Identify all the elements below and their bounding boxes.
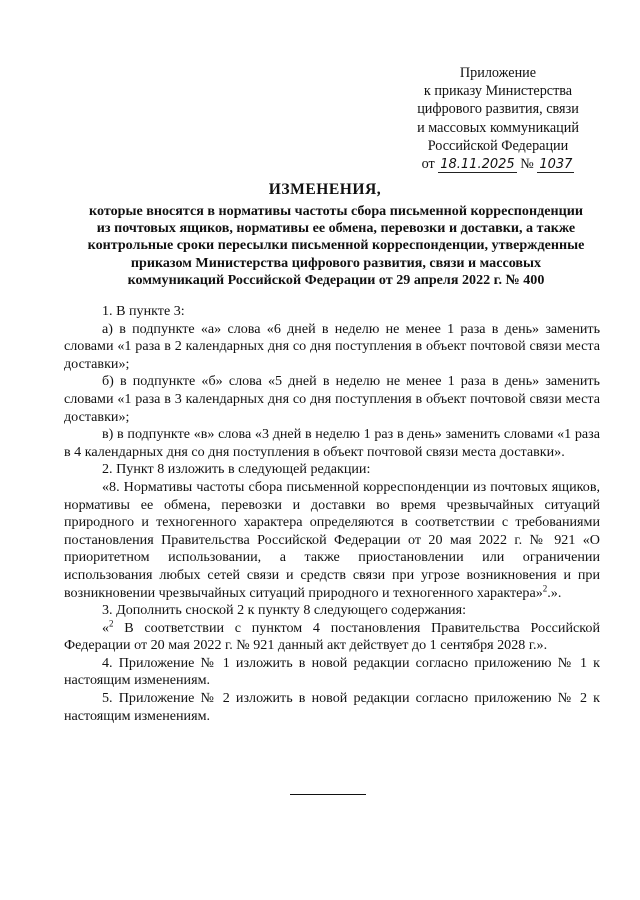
document-subtitle	[66, 203, 606, 289]
closing-rule	[290, 794, 366, 795]
appendix-line: Российской Федерации	[427, 137, 569, 154]
paragraph-3: 3. Дополнить сноской 2 к пункту 8 следующего содержания:	[102, 602, 466, 619]
paragraph-3-quote-text: В соответствии с пунктом 4 постановления Правительства Российской Федерации от 20 мая 2022 г. № 921 данный акт действует до 1 сентября 2028 г.».	[64, 619, 600, 654]
appendix-line: Приложение	[459, 65, 537, 81]
appendix-line: к приказу Министерства	[423, 83, 573, 100]
subtitle-line: из почтовых ящиков, нормативы ее обмена, перевозки и доставки, а также	[96, 220, 576, 237]
paragraph-2-quote-text: «8. Нормативы частоты сбора письменной корреспонденции из почтовых ящиков, нормативы ее обмена, перевозки и доставки во время чрезвычайных ситуаций природного и техногенного характера определяются в соответствии с требованиями постановления Правительства Российской Федерации от 20 мая 2022 г. № 921 «О приоритетном использовании, а также приостановлении или ограничении использования любых сетей связи и средств связи при угрозе возникновения и при возникновении чрезвычайных ситуаций природного и техногенного характера»	[64, 478, 600, 601]
document-body	[64, 303, 600, 725]
footnote-ref: 2	[542, 582, 548, 593]
paragraph-1b: б) в подпункте «б» слова «5 дней в неделю не менее 1 раза в день» заменить словами «1 раза в 3 календарных дня со дня поступления в объект почтовой связи места доставки»;	[64, 373, 600, 425]
date-prefix: от	[421, 156, 435, 173]
order-date-line	[398, 155, 598, 173]
subtitle-line: коммуникаций Российской Федерации от 29 апреля 2022 г. № 400	[127, 271, 545, 288]
quote-open: «	[102, 619, 110, 636]
document-title: ИЗМЕНЕНИЯ,	[268, 181, 382, 198]
paragraph-2-quote	[64, 479, 600, 602]
paragraph-2: 2. Пункт 8 изложить в следующей редакции:	[102, 461, 371, 478]
order-number: 1037	[539, 157, 573, 173]
order-date: 18.11.2025	[440, 157, 515, 173]
paragraph-3-quote	[64, 620, 600, 655]
paragraph-1a: а) в подпункте «а» слова «6 дней в неделю не менее 1 раза в день» заменить словами «1 раза в 2 календарных дня со дня поступления в объект почтовой связи места доставки»;	[64, 320, 600, 372]
paragraph-1c: в) в подпункте «в» слова «3 дней в неделю 1 раз в день» заменить словами «1 раза в 4 календарных дня со дня поступления в объект почтовой связи места доставки».	[64, 426, 600, 460]
paragraph-1: 1. В пункте 3:	[102, 303, 185, 319]
number-sign: №	[520, 156, 534, 173]
subtitle-line: которые вносятся в нормативы частоты сбора письменной корреспонденции	[89, 203, 583, 219]
appendix-line: и массовых коммуникаций	[417, 119, 579, 136]
footnote-mark: 2	[109, 618, 114, 628]
paragraph-4: 4. Приложение № 1 изложить в новой редакции согласно приложению № 1 к настоящим изменениям.	[64, 654, 600, 689]
subtitle-line: контрольные сроки пересылки письменной корреспонденции, утвержденные	[87, 237, 585, 254]
subtitle-line: приказом Министерства цифрового развития, связи и массовых	[130, 254, 542, 271]
paragraph-5: 5. Приложение № 2 изложить в новой редакции согласно приложению № 2 к настоящим изменениям.	[64, 690, 600, 724]
appendix-header	[398, 64, 598, 173]
paragraph-2-quote-end: .».	[547, 584, 562, 601]
appendix-line: цифрового развития, связи	[417, 101, 579, 118]
